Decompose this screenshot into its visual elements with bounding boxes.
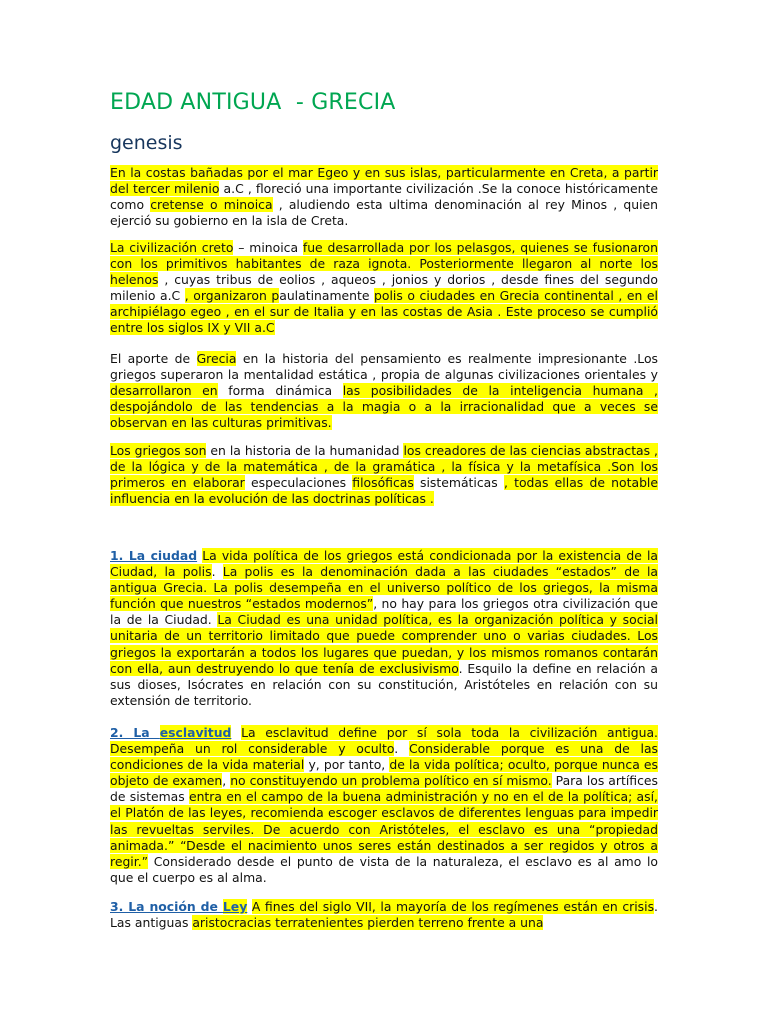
text-span: sistemáticas <box>413 475 504 491</box>
text-span: , cuyas tribus de eolios , aqueos , jonios y dorios , desde fines del segundo milenio a.C <box>110 272 658 304</box>
text-span: . <box>211 564 223 580</box>
text-span: , no hay para los griegos otra civilización que la de la Ciudad. <box>110 596 658 628</box>
text-span: . Esquilo la define en relación a sus dioses, Isócrates en relación con su constitución, Aristóteles en relación con su extensión de territorio. <box>110 660 658 708</box>
highlighted-text: La polis es la denominación dada a las ciudades “estados” de la antigua Grecia. La polis desempeña en el universo político de los griegos, la misma función que nuestros “estados modernos” <box>110 564 658 612</box>
text-span <box>231 725 241 740</box>
section-heading-link[interactable]: Ley <box>222 899 248 914</box>
section-heading-link[interactable]: 1. La ciudad <box>110 548 198 563</box>
text-span: a.C , floreció una importante civilización .Se la conoce históricamente como <box>110 181 658 213</box>
highlighted-text: En la costas bañadas por el mar Egeo y en sus islas, particularmente en Creta, a partir del tercer milenio <box>110 165 658 197</box>
highlighted-text: Los griegos son <box>110 443 207 458</box>
highlighted-text: A fines del siglo VII, la mayoría de los regímenes están en crisis <box>251 899 655 914</box>
highlighted-text: entra en el campo de la buena administración y no en el de la política; así, el Platón de las leyes, recomienda escoger esclavos de diferentes lenguas para impedir las revueltas serviles. De acuerdo con Aristóteles, el esclavo es una “propiedad animada.” “Desde el nacimiento unos seres están destinados a ser regidos y otros a regir.” <box>110 789 658 869</box>
text-span: aulatinamente <box>279 288 375 304</box>
highlighted-text: no constituyendo un problema político en sí mismo. <box>230 773 552 789</box>
paragraph <box>110 351 658 431</box>
text-span: , aludiendo esta ultima denominación al rey Minos , quien ejerció su gobierno en la isla de Creta. <box>110 197 658 229</box>
paragraph <box>110 548 658 709</box>
text-span: en la historia del pensamiento es realmente impresionante .Los griegos superaron la mentalidad estática , propia de algunas civilizaciones orientales y <box>110 351 658 383</box>
highlighted-text: fue desarrollada por los pelasgos, quienes se fusionaron con los primitivos habitantes de raza ignota. Posteriormente llegaron al norte los helenos <box>110 240 658 288</box>
text-span: Para los artífices de sistemas <box>110 773 658 805</box>
highlighted-text: cretense o minoica <box>150 197 273 213</box>
text-span: en la historia de la humanidad <box>206 443 404 458</box>
highlighted-text: La esclavitud define por sí sola toda la civilización antigua. Desempeña un rol considerable y oculto <box>110 725 658 757</box>
highlighted-text: La vida política de los griegos está condicionada por la existencia de la Ciudad, la polis <box>110 548 658 580</box>
paragraph <box>110 443 658 507</box>
paragraph <box>110 240 658 337</box>
paragraph <box>110 165 658 229</box>
section-heading-link[interactable]: 2. La <box>110 725 160 740</box>
highlighted-text: , todas ellas de notable influencia en la evolución de las doctrinas políticas . <box>110 475 658 507</box>
highlighted-text: , organizaron p <box>184 288 280 304</box>
highlighted-text: La Ciudad es una unidad política, es la organización política y social unitaria de un territorio limitado que puede comprender uno o varias ciudades. Los griegos la exportarán a todos los lugares que puedan, y los mismos romanos contarán con ella, aun destruyendo lo que tenía de exclusivismo <box>110 612 658 676</box>
highlighted-text: las posibilidades de la inteligencia humana , despojándolo de las tendencias a la magia o a la irracionalidad que a veces se observan en las culturas primitivas. <box>110 383 658 431</box>
highlighted-text: de la vida política; oculto, porque nunca es objeto de examen <box>110 757 658 789</box>
document-title: EDAD ANTIGUA - GRECIA <box>110 90 396 115</box>
highlighted-text: filosóficas <box>352 475 414 491</box>
paragraph <box>110 725 658 886</box>
text-span: . <box>394 741 409 757</box>
text-span: y, por tanto, <box>304 757 390 773</box>
highlighted-text: desarrollaron en <box>110 383 218 399</box>
text-span: especulaciones <box>244 475 353 491</box>
highlighted-text: los creadores de las ciencias abstractas , de la lógica y de la matemática , de la gramática , la física y la metafísica .Son los primeros en elaborar <box>110 443 658 491</box>
section-heading-link[interactable]: 3. La noción de <box>110 899 223 914</box>
document-subtitle: genesis <box>110 132 183 154</box>
highlighted-text: Grecia <box>196 351 237 366</box>
paragraph <box>110 899 658 931</box>
section-heading-link[interactable]: esclavitud <box>159 725 232 740</box>
text-span: Considerado desde el punto de vista de la naturaleza, el esclavo es al amo lo que el cuerpo es al alma. <box>110 853 658 885</box>
text-span: , <box>222 773 231 789</box>
text-span: – minoica <box>233 240 303 255</box>
highlighted-text: La civilización creto <box>110 240 234 255</box>
highlighted-text: polis o ciudades en Grecia continental , en el archipiélago egeo , en el sur de Italia y en las costas de Asia . Este proceso se cumplió entre los siglos IX y VII a.C <box>110 288 658 336</box>
highlighted-text: aristocracias terratenientes pierden terreno frente a una <box>192 915 544 931</box>
text-span: . Las antiguas <box>110 899 658 931</box>
highlighted-text: Considerable porque es una de las condiciones de la vida material <box>110 741 658 773</box>
text-span: forma dinámica <box>217 383 343 399</box>
text-span: El aporte de <box>110 351 197 366</box>
